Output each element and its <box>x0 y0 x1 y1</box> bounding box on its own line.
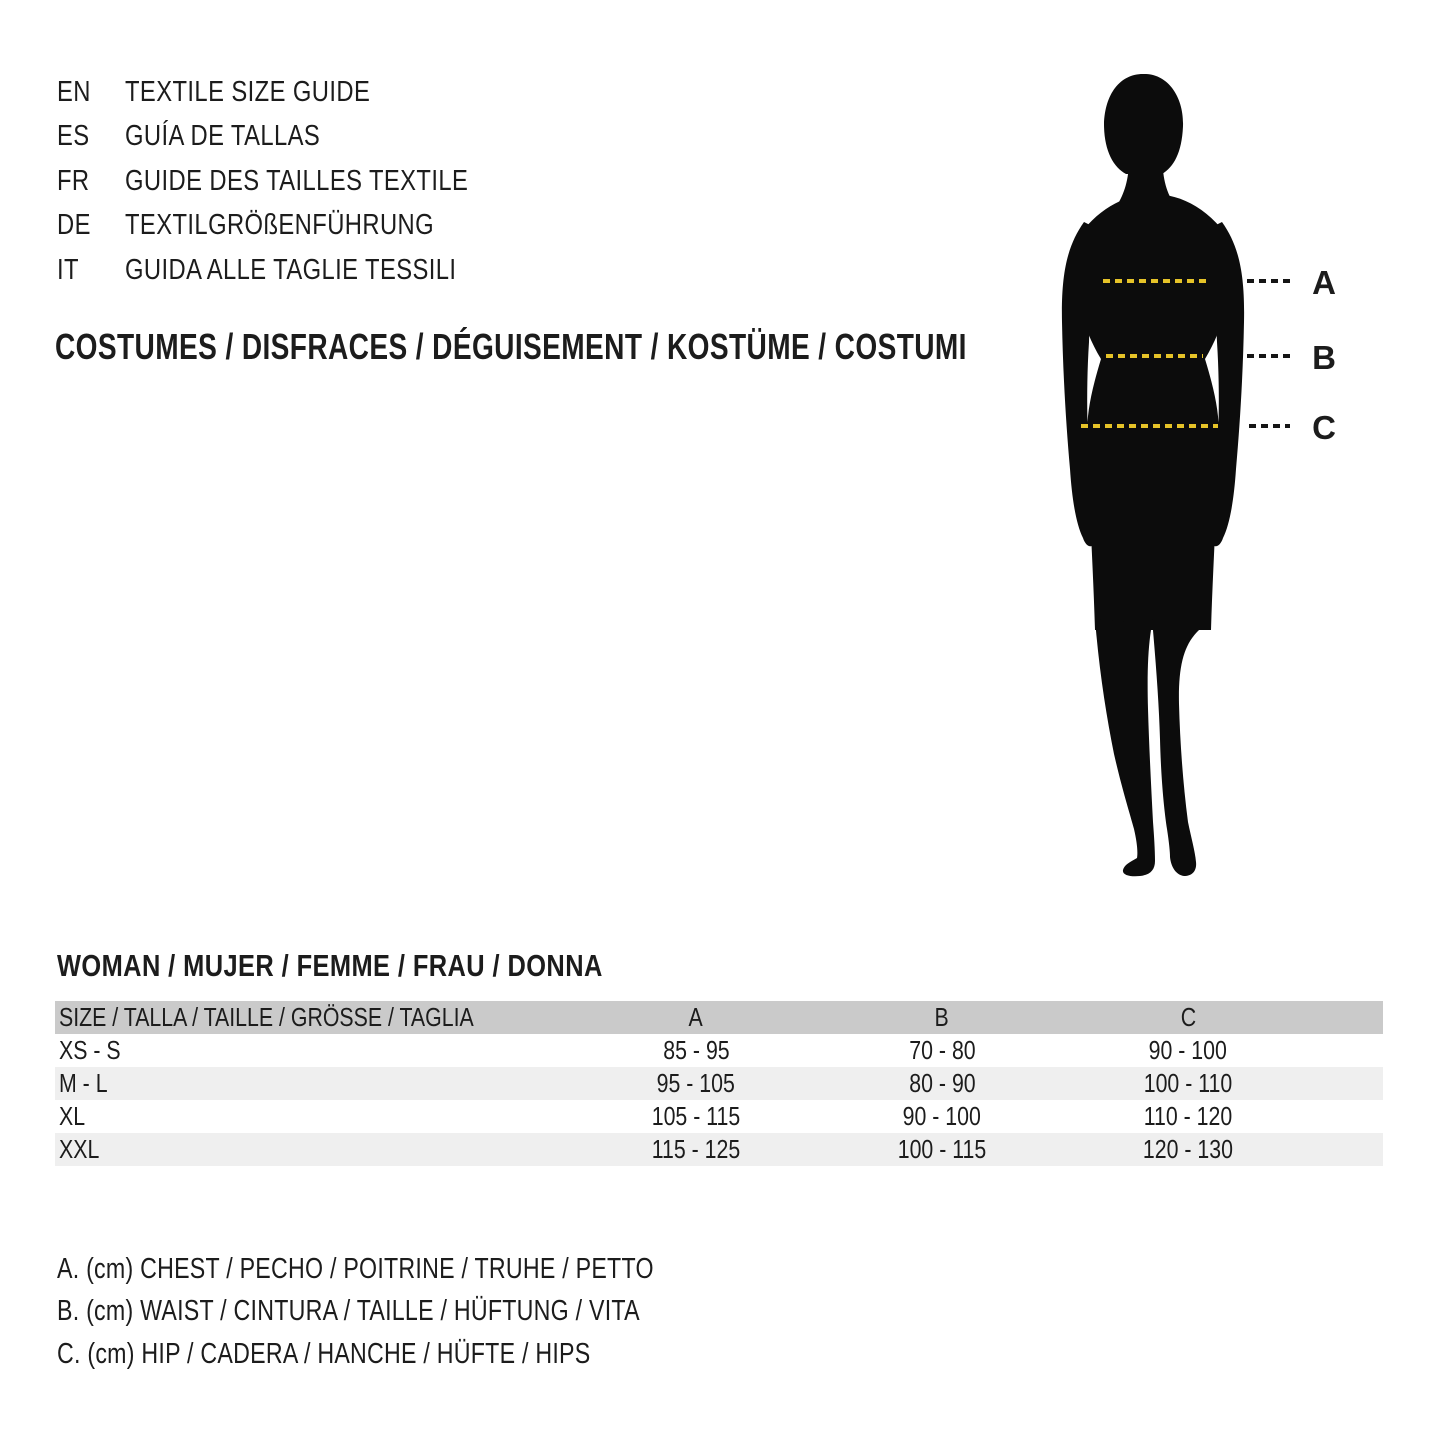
hip-range-text: 100 - 110 <box>1143 1068 1233 1098</box>
language-code-text: DE <box>57 209 91 242</box>
chest-line-label: A <box>1312 264 1336 301</box>
language-code-text: FR <box>57 164 90 197</box>
table-row-xs-s <box>55 1034 1383 1067</box>
hip-range-cell <box>1065 1034 1311 1067</box>
footnote-chest <box>57 1248 803 1291</box>
chest-range-text: 85 - 95 <box>662 1035 730 1065</box>
chest-range-cell <box>573 1067 819 1100</box>
chest-range-text: 105 - 115 <box>651 1101 741 1131</box>
chest-range-cell <box>573 1034 819 1067</box>
footnote-waist <box>57 1291 803 1334</box>
chest-range-cell <box>573 1100 819 1133</box>
size-table-header-row <box>55 1001 1383 1034</box>
language-code-text: ES <box>57 120 90 153</box>
size-label-text: XS - S <box>59 1035 121 1065</box>
table-row-xl <box>55 1100 1383 1133</box>
waist-range-text: 100 - 115 <box>897 1134 987 1164</box>
silhouette-left-leg <box>1095 619 1155 876</box>
spacer-column <box>1311 1001 1383 1034</box>
hip-range-text: 120 - 130 <box>1142 1134 1234 1164</box>
column-header-b-text: B <box>934 1002 950 1032</box>
hip-range-text: 90 - 100 <box>1148 1035 1228 1065</box>
hip-line-leader <box>1249 424 1290 428</box>
waist-range-cell <box>819 1100 1065 1133</box>
waist-range-text: 80 - 90 <box>908 1068 976 1098</box>
language-title-text: TEXTILE SIZE GUIDE <box>125 75 371 108</box>
measurement-footnotes <box>57 1248 803 1376</box>
language-code-text: EN <box>57 75 91 108</box>
column-header-c-text: C <box>1180 1002 1196 1032</box>
footnote-hip <box>57 1333 803 1376</box>
size-label-cell <box>55 1133 573 1166</box>
waist-range-cell <box>819 1067 1065 1100</box>
language-title-text: GUIDE DES TAILLES TEXTILE <box>125 164 469 197</box>
chest-line-dashes <box>1103 279 1211 283</box>
hip-range-cell <box>1065 1133 1311 1166</box>
size-label-cell <box>55 1067 573 1100</box>
size-label-cell <box>55 1100 573 1133</box>
language-title-text: GUÍA DE TALLAS <box>125 120 321 153</box>
hip-line-label: C <box>1312 409 1336 446</box>
column-header-a <box>573 1001 819 1034</box>
column-header-a-text: A <box>688 1002 704 1032</box>
waist-line-dashes <box>1106 354 1203 358</box>
language-code-text: IT <box>57 253 79 286</box>
waist-range-cell <box>819 1034 1065 1067</box>
column-header-c <box>1065 1001 1311 1034</box>
size-column-header-text: SIZE / TALLA / TAILLE / GRÖSSE / TAGLIA <box>59 1002 474 1032</box>
waist-range-cell <box>819 1133 1065 1166</box>
waist-range-text: 90 - 100 <box>902 1101 982 1131</box>
waist-line-label: B <box>1312 339 1336 376</box>
footnote-waist-text: B. (cm) WAIST / CINTURA / TAILLE / HÜFTUNG / VITA <box>57 1295 640 1328</box>
column-header-b <box>819 1001 1065 1034</box>
chest-range-text: 115 - 125 <box>651 1134 741 1164</box>
hip-line-dashes <box>1081 424 1218 428</box>
hip-range-text: 110 - 120 <box>1143 1101 1233 1131</box>
section-heading-text: WOMAN / MUJER / FEMME / FRAU / DONNA <box>57 948 603 983</box>
section-heading-woman <box>57 948 723 984</box>
footnote-hip-text: C. (cm) HIP / CADERA / HANCHE / HÜFTE / HIPS <box>57 1337 591 1370</box>
chest-range-text: 95 - 105 <box>656 1068 736 1098</box>
silhouette-left-arm <box>1062 222 1095 546</box>
hip-range-cell <box>1065 1067 1311 1100</box>
spacer-cell <box>1311 1067 1383 1100</box>
spacer-cell <box>1311 1034 1383 1067</box>
waist-line-leader <box>1247 354 1290 358</box>
table-row-m-l <box>55 1067 1383 1100</box>
silhouette-torso <box>1072 194 1234 630</box>
language-title-text: GUIDA ALLE TAGLIE TESSILI <box>125 253 457 286</box>
size-table <box>55 1001 1383 1166</box>
woman-silhouette-icon <box>1038 74 1268 880</box>
size-label-text: XXL <box>59 1134 100 1164</box>
chest-line-leader <box>1247 279 1290 283</box>
chest-range-cell <box>573 1133 819 1166</box>
size-label-text: M - L <box>59 1068 108 1098</box>
size-label-cell <box>55 1034 573 1067</box>
language-title-text: TEXTILGRÖßENFÜHRUNG <box>125 209 435 242</box>
hip-range-cell <box>1065 1100 1311 1133</box>
silhouette-right-leg <box>1152 619 1210 876</box>
category-heading-text: COSTUMES / DISFRACES / DÉGUISEMENT / KOSTÜME / COSTUMI <box>55 326 967 367</box>
size-label-text: XL <box>59 1101 86 1131</box>
silhouette-right-arm <box>1211 222 1244 546</box>
footnote-chest-text: A. (cm) CHEST / PECHO / POITRINE / TRUHE / PETTO <box>57 1252 654 1285</box>
waist-range-text: 70 - 80 <box>908 1035 976 1065</box>
spacer-cell <box>1311 1100 1383 1133</box>
table-row-xxl <box>55 1133 1383 1166</box>
size-column-header <box>55 1001 573 1034</box>
spacer-cell <box>1311 1133 1383 1166</box>
